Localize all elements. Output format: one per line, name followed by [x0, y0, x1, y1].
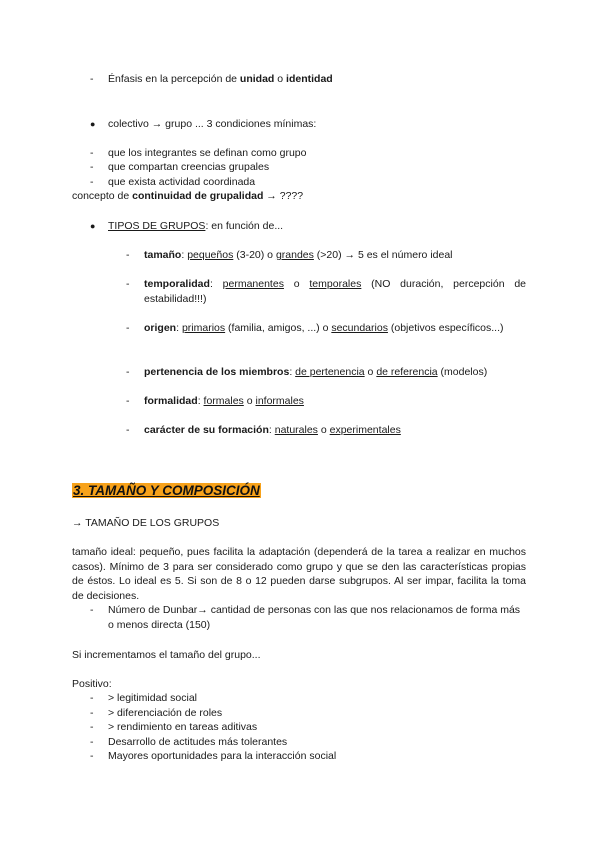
type-label: carácter de su formación	[144, 424, 269, 436]
type-option: permanentes	[222, 278, 284, 290]
section-heading	[72, 482, 261, 499]
condition-item: que los integrantes se definan como grupo	[108, 147, 307, 159]
text: (>20) → 5 es el número ideal	[313, 249, 453, 261]
positivo-label: Positivo:	[72, 678, 112, 690]
text: :	[176, 322, 182, 334]
type-tamano	[144, 248, 526, 263]
underlined-tipos: TIPOS DE GRUPOS	[108, 220, 206, 232]
dash-marker: -	[126, 249, 130, 261]
text: Énfasis en la percepción de	[108, 73, 240, 85]
tipos-line	[108, 219, 283, 234]
type-label: origen	[144, 322, 177, 334]
dash-marker: -	[126, 322, 130, 334]
emphasis-line	[108, 72, 333, 87]
text: o	[274, 73, 287, 85]
dash-marker: -	[90, 750, 94, 762]
dash-marker: -	[90, 707, 94, 719]
type-option: informales	[255, 395, 304, 407]
dash-marker: -	[90, 73, 94, 85]
text: o	[243, 395, 256, 407]
positivo-item: Desarrollo de actitudes más tolerantes	[108, 736, 288, 748]
condition-item: que compartan creencias grupales	[108, 161, 270, 173]
text: :	[209, 278, 223, 290]
type-temporalidad	[144, 277, 526, 306]
text: concepto de	[72, 190, 133, 202]
bold-unidad: unidad	[239, 73, 275, 85]
concepto-line	[72, 189, 303, 204]
type-label: tamaño	[144, 249, 182, 261]
text: (objetivos específicos...)	[387, 322, 504, 334]
section-title: 3. TAMAÑO Y COMPOSICIÓN	[73, 483, 260, 498]
text: : en función de...	[205, 220, 284, 232]
dunbar-item: Número de Dunbar→ cantidad de personas con las que nos relacionamos de forma más o menos directa (150)	[108, 604, 521, 631]
paragraph-tamano-ideal: tamaño ideal: pequeño, pues facilita la adaptación (dependerá de la tarea a realizar en muchos casos). Mínimo de 3 para ser considerado como grupo y que se den las características propias de éstos. Lo ideal es 5. Si son de 8 o 12 pueden darse subgrupos. Al ser impar, facilita la toma de decisiones.	[72, 546, 526, 602]
text: → ????	[263, 190, 304, 202]
subheading: → TAMAÑO DE LOS GRUPOS	[72, 517, 220, 529]
dash-marker: -	[126, 395, 130, 407]
type-option: de pertenencia	[295, 366, 365, 378]
bold-identidad: identidad	[286, 73, 333, 85]
dash-marker: -	[90, 721, 94, 733]
text: (modelos)	[437, 366, 488, 378]
dash-marker: -	[90, 147, 94, 159]
dash-marker: -	[90, 176, 94, 188]
type-pertenencia	[144, 365, 526, 380]
dash-marker: -	[90, 604, 94, 616]
text: (3-20) o	[233, 249, 276, 261]
text: o	[364, 366, 377, 378]
type-option: de referencia	[376, 366, 438, 378]
positivo-item: Mayores oportunidades para la interacción social	[108, 750, 337, 762]
dash-marker: -	[90, 736, 94, 748]
dash-marker: -	[126, 424, 130, 436]
text: o	[317, 424, 330, 436]
positivo-item: > diferenciación de roles	[108, 707, 223, 719]
type-option: temporales	[309, 278, 362, 290]
type-option: experimentales	[329, 424, 401, 436]
type-label: pertenencia de los miembros	[144, 366, 290, 378]
type-option: pequeños	[187, 249, 234, 261]
type-origen	[144, 321, 526, 336]
text: (familia, amigos, ...) o	[225, 322, 332, 334]
positivo-item: > rendimiento en tareas aditivas	[108, 721, 258, 733]
text: :	[181, 249, 188, 261]
type-formalidad	[144, 394, 304, 409]
condition-item: que exista actividad coordinada	[108, 176, 256, 188]
type-option: naturales	[274, 424, 318, 436]
type-option: grandes	[275, 249, 314, 261]
type-option: secundarios	[331, 322, 388, 334]
dash-marker: -	[90, 692, 94, 704]
text: (NO duración, percepción de estabilidad!!!)	[144, 278, 526, 305]
si-incrementamos-line: Si incrementamos el tamaño del grupo...	[72, 649, 261, 661]
bullet-icon: ●	[90, 119, 96, 129]
type-option: formales	[203, 395, 244, 407]
text: :	[268, 424, 275, 436]
type-label: temporalidad	[144, 278, 210, 290]
type-label: formalidad	[144, 395, 198, 407]
bold-continuidad: continuidad de grupalidad	[132, 190, 264, 202]
text: o	[283, 278, 310, 290]
type-caracter	[144, 423, 401, 438]
positivo-item: > legitimidad social	[108, 692, 198, 704]
text: :	[289, 366, 296, 378]
colectivo-line: colectivo → grupo ... 3 condiciones mínimas:	[108, 118, 317, 130]
dash-marker: -	[90, 161, 94, 173]
bullet-icon: ●	[90, 221, 96, 231]
type-option: primarios	[181, 322, 226, 334]
text: :	[197, 395, 204, 407]
dash-marker: -	[126, 366, 130, 378]
dash-marker: -	[126, 278, 130, 290]
